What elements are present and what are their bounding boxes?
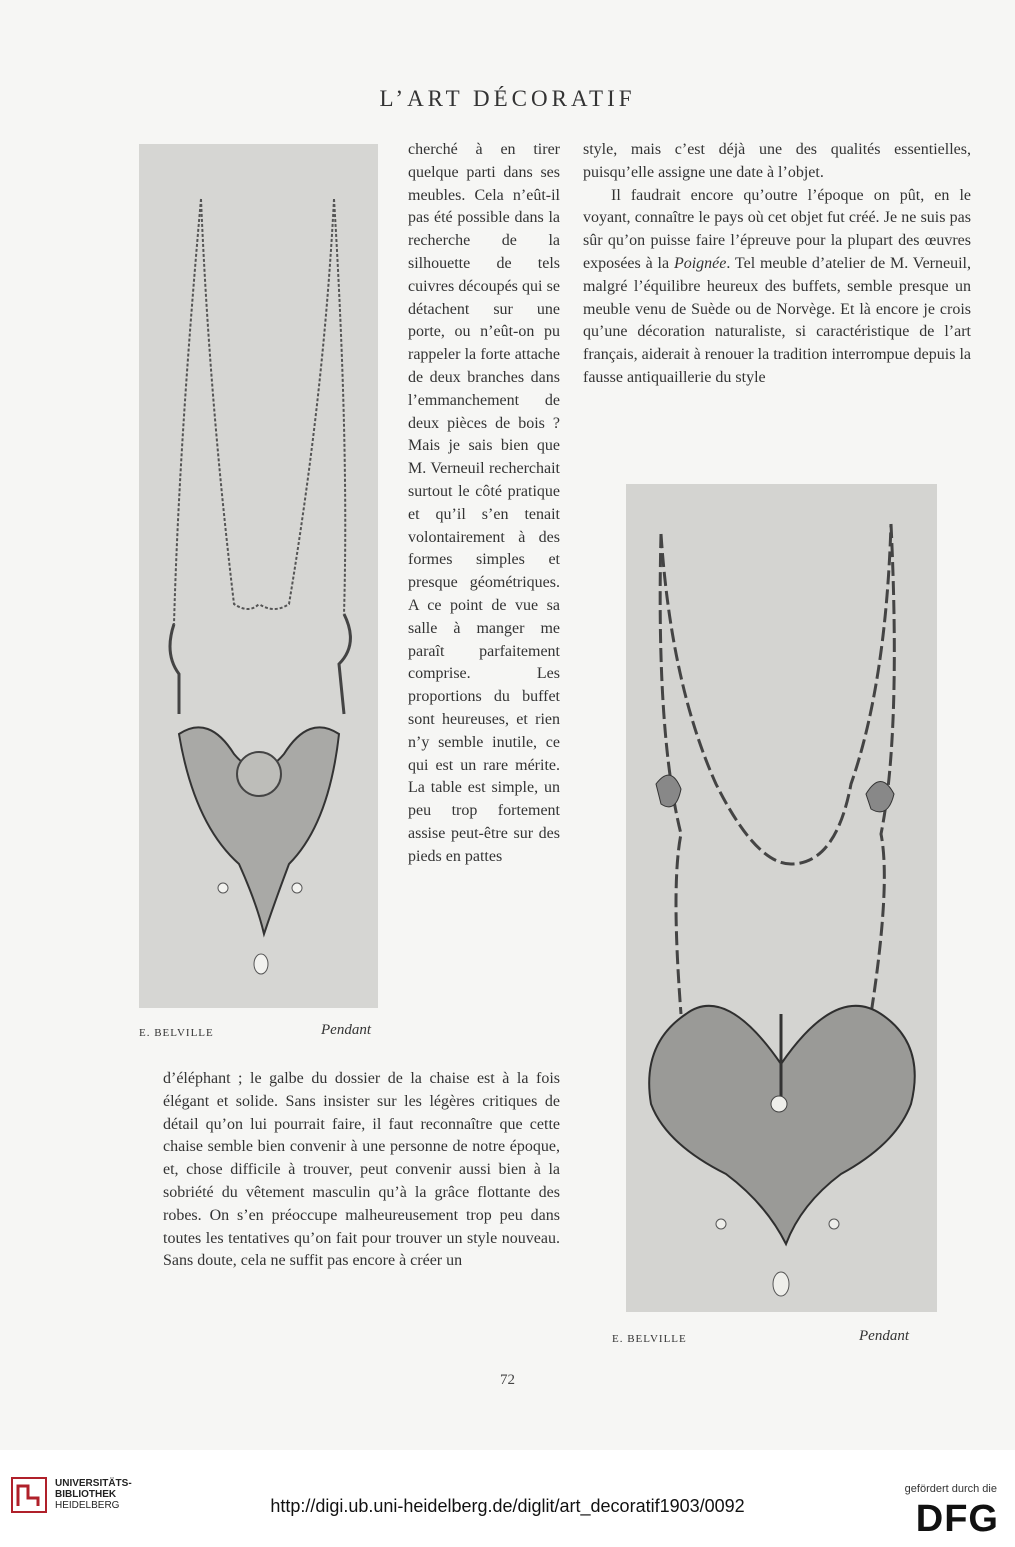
permalink-url[interactable]: http://digi.ub.uni-heidelberg.de/diglit/art_decoratif1903/0092 <box>270 1496 745 1516</box>
right-paragraph-2 <box>583 185 971 390</box>
library-name-line-3: HEIDELBERG <box>55 1500 120 1511</box>
narrow-text-column <box>408 139 560 869</box>
funding-note: gefördert durch die <box>904 1483 997 1495</box>
right-paragraph-2-a: Il faudrait encore qu’outre l’époque on pût, en le voyant, connaître le pays où cet objet fut créé. Je ne suis pas sûr qu’on puisse faire l’épreuve pour la plupart des œuvres exposées à la <box>583 186 971 272</box>
narrow-column-paragraph: cherché à en tirer quelque parti dans ses meubles. Cela n’eût-il pas été possible dans la recherche de la silhouette de tels cuivres découpés qui se détachent sur une porte, ou n’eût-on pu rappeler la forte attache de deux branches dans l’emmanchement de deux pièces de bois ? Mais je sais bien que M. Verneuil recherchait surtout le côté pratique et qu’il s’en tenait volontairement à des formes simples et presque géométriques. A ce point de vue sa salle à manger me paraît parfaitement comprise. Les proportions du buffet sont heureuses, et rien n’y semble inutile, ce qui est un rare mérite. La table est simple, un peu trop fortement assise peut-être sur des pieds en pattes <box>408 141 560 865</box>
figure-caption-right <box>612 1330 932 1346</box>
pendant-illustration-left <box>139 144 378 1008</box>
figure-maker-right: E. BELVILLE <box>612 1333 687 1345</box>
library-name-line-1: UNIVERSITÄTS- <box>55 1478 132 1489</box>
right-text-column <box>583 139 971 390</box>
figure-title-left: Pendant <box>321 1022 371 1038</box>
bottom-text-column <box>163 1068 560 1273</box>
right-paragraph-2-italic: Poignée <box>673 254 727 272</box>
running-head: L’ART DÉCORATIF <box>379 86 636 111</box>
right-paragraph-1: style, mais c’est déjà une des qualités essentielles, puisqu’elle assigne une date à l’objet. <box>583 141 971 181</box>
pendant-illustration-right <box>626 484 937 1312</box>
right-paragraph-2-b: . Tel meuble d’atelier de M. Verneuil, malgré l’équilibre heureux des buffets, semble presque un meuble venu de Suède ou de Norvège. Et là encore je crois qu’une décoration naturaliste, si caractéristique de l’art français, aiderait à renouer la tradition interrompue depuis la fausse antiquaillerie du style <box>583 254 972 386</box>
pendant-photo-right <box>626 484 937 1312</box>
pendant-photo-left <box>139 144 378 1008</box>
figure-title-right: Pendant <box>859 1328 909 1344</box>
bottom-paragraph: d’éléphant ; le galbe du dossier de la chaise est à la fois élégant et solide. Sans insister sur les légères critiques de détail qu’on lui pourrait faire, il faut reconnaître que cette chaise semble bien convenir à une personne de notre époque, et, chose difficile à trouver, peut convenir aussi bien à la sobriété du vêtement masculin qu’à la grâce flottante des robes. On s’en préoccupe malheureusement trop peu dans toutes les tentatives qu’on fait pour trouver un style nouveau. Sans doute, cela ne suffit pas encore à créer un <box>163 1070 560 1270</box>
figure-maker-left: E. BELVILLE <box>139 1027 214 1039</box>
library-name-line-2: BIBLIOTHEK <box>55 1489 117 1500</box>
digitization-footer <box>0 1450 1015 1547</box>
page-number: 72 <box>500 1372 515 1388</box>
figure-caption-left <box>139 1024 378 1040</box>
dfg-logo: DFG <box>915 1498 999 1540</box>
